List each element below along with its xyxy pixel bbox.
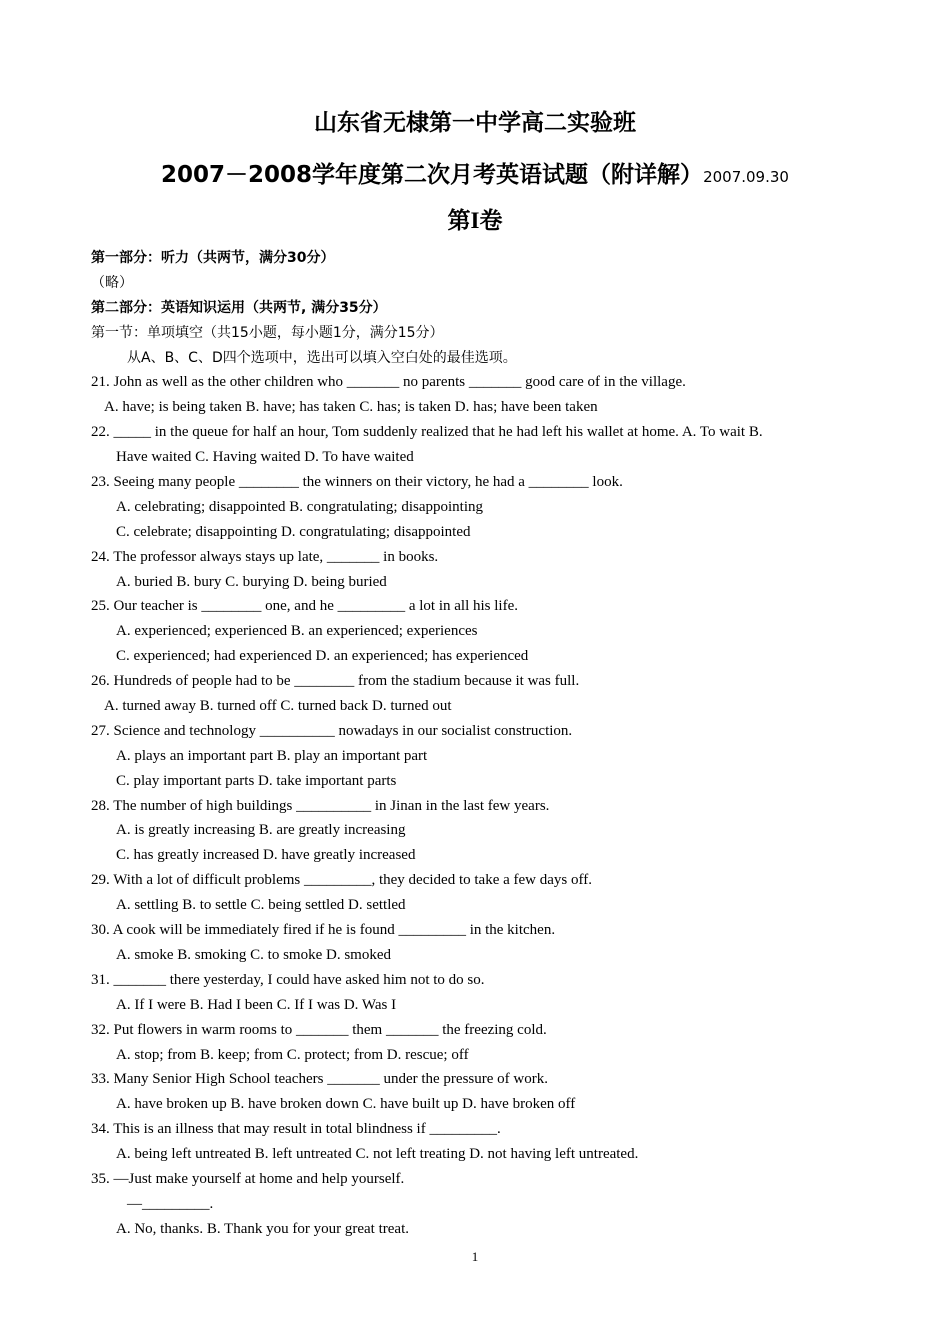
text-line: 28. The number of high buildings __________ in Jinan in the last few years.: [91, 797, 550, 814]
text-line: 23. Seeing many people ________ the winners on their victory, he had a ________ look.: [91, 474, 623, 491]
text-line: 27. Science and technology __________ nowadays in our socialist construction.: [91, 722, 573, 739]
text-line: A. No, thanks. B. Thank you for your great treat.: [116, 1220, 409, 1237]
text-line: 第二部分：英语知识运用（共两节, 满分35分）: [91, 299, 387, 316]
text-line: 第一部分：听力（共两节，满分30分）: [91, 250, 335, 266]
text-line: A. smoke B. smoking C. to smoke D. smoked: [116, 946, 392, 963]
document-subtitle: [0, 158, 950, 194]
text-line: 22. _____ in the queue for half an hour, Tom suddenly realized that he had left his wallet at home. A. To wait B.: [91, 424, 763, 441]
text-line: A. settling B. to settle C. being settled D. settled: [116, 897, 406, 914]
text-line: 29. With a lot of difficult problems _________, they decided to take a few days off.: [91, 872, 592, 889]
text-line: A. have broken up B. have broken down C. have built up D. have broken off: [116, 1096, 576, 1113]
text-line: Have waited C. Having waited D. To have waited: [116, 449, 414, 466]
text-line: A. have; is being taken B. have; has taken C. has; is taken D. has; have been taken: [104, 399, 598, 416]
text-line: A. celebrating; disappointed B. congratulating; disappointing: [116, 498, 484, 515]
text-line: —_________.: [127, 1195, 214, 1212]
text-line: 33. Many Senior High School teachers _______ under the pressure of work.: [91, 1071, 548, 1088]
text-line: 26. Hundreds of people had to be ________ from the stadium because it was full.: [91, 673, 580, 690]
text-line: A. being left untreated B. left untreated C. not left treating D. not having left untreated.: [116, 1146, 639, 1163]
text-line: （略）: [91, 274, 133, 291]
text-line: A. experienced; experienced B. an experienced; experiences: [116, 623, 478, 640]
page-number: 1: [471, 1249, 479, 1264]
text-line: A. buried B. bury C. burying D. being buried: [116, 573, 387, 590]
text-line: 从A、B、C、D四个选项中，选出可以填入空白处的最佳选项。: [127, 349, 517, 366]
text-line: 30. A cook will be immediately fired if he is found _________ in the kitchen.: [91, 922, 556, 939]
subtitle-text: 2007－2008学年度第二次月考英语试题（附详解）: [161, 162, 704, 188]
text-line: 25. Our teacher is ________ one, and he _________ a lot in all his life.: [91, 598, 518, 615]
text-line: A. is greatly increasing B. are greatly increasing: [116, 822, 406, 839]
text-line: 34. This is an illness that may result in total blindness if _________.: [91, 1121, 501, 1138]
exam-date: 2007.09.30: [703, 168, 789, 186]
text-line: 24. The professor always stays up late, _______ in books.: [91, 548, 439, 565]
text-line: 第一节：单项填空（共15小题，每小题1分，满分15分）: [91, 324, 444, 341]
text-line: C. celebrate; disappointing D. congratulating; disappointed: [116, 523, 471, 540]
text-line: 32. Put flowers in warm rooms to _______ them _______ the freezing cold.: [91, 1021, 547, 1038]
text-line: 35. —Just make yourself at home and help yourself.: [91, 1170, 405, 1187]
text-line: C. play important parts D. take important parts: [116, 772, 397, 789]
text-line: 31. _______ there yesterday, I could have asked him not to do so.: [91, 971, 485, 988]
text-line: A. stop; from B. keep; from C. protect; from D. rescue; off: [116, 1046, 469, 1063]
text-line: 21. John as well as the other children who _______ no parents _______ good care of in the village.: [91, 374, 686, 391]
text-line: C. has greatly increased D. have greatly increased: [116, 847, 416, 864]
text-line: C. experienced; had experienced D. an experienced; has experienced: [116, 648, 529, 665]
text-line: A. If I were B. Had I been C. If I was D. Was I: [116, 996, 397, 1013]
volume-heading: 第I卷: [447, 208, 503, 233]
text-line: A. turned away B. turned off C. turned back D. turned out: [104, 698, 452, 715]
exam-body: [91, 246, 881, 1242]
text-line: A. plays an important part B. play an important part: [116, 747, 428, 764]
document-title: 山东省无棣第一中学高二实验班: [314, 110, 636, 136]
